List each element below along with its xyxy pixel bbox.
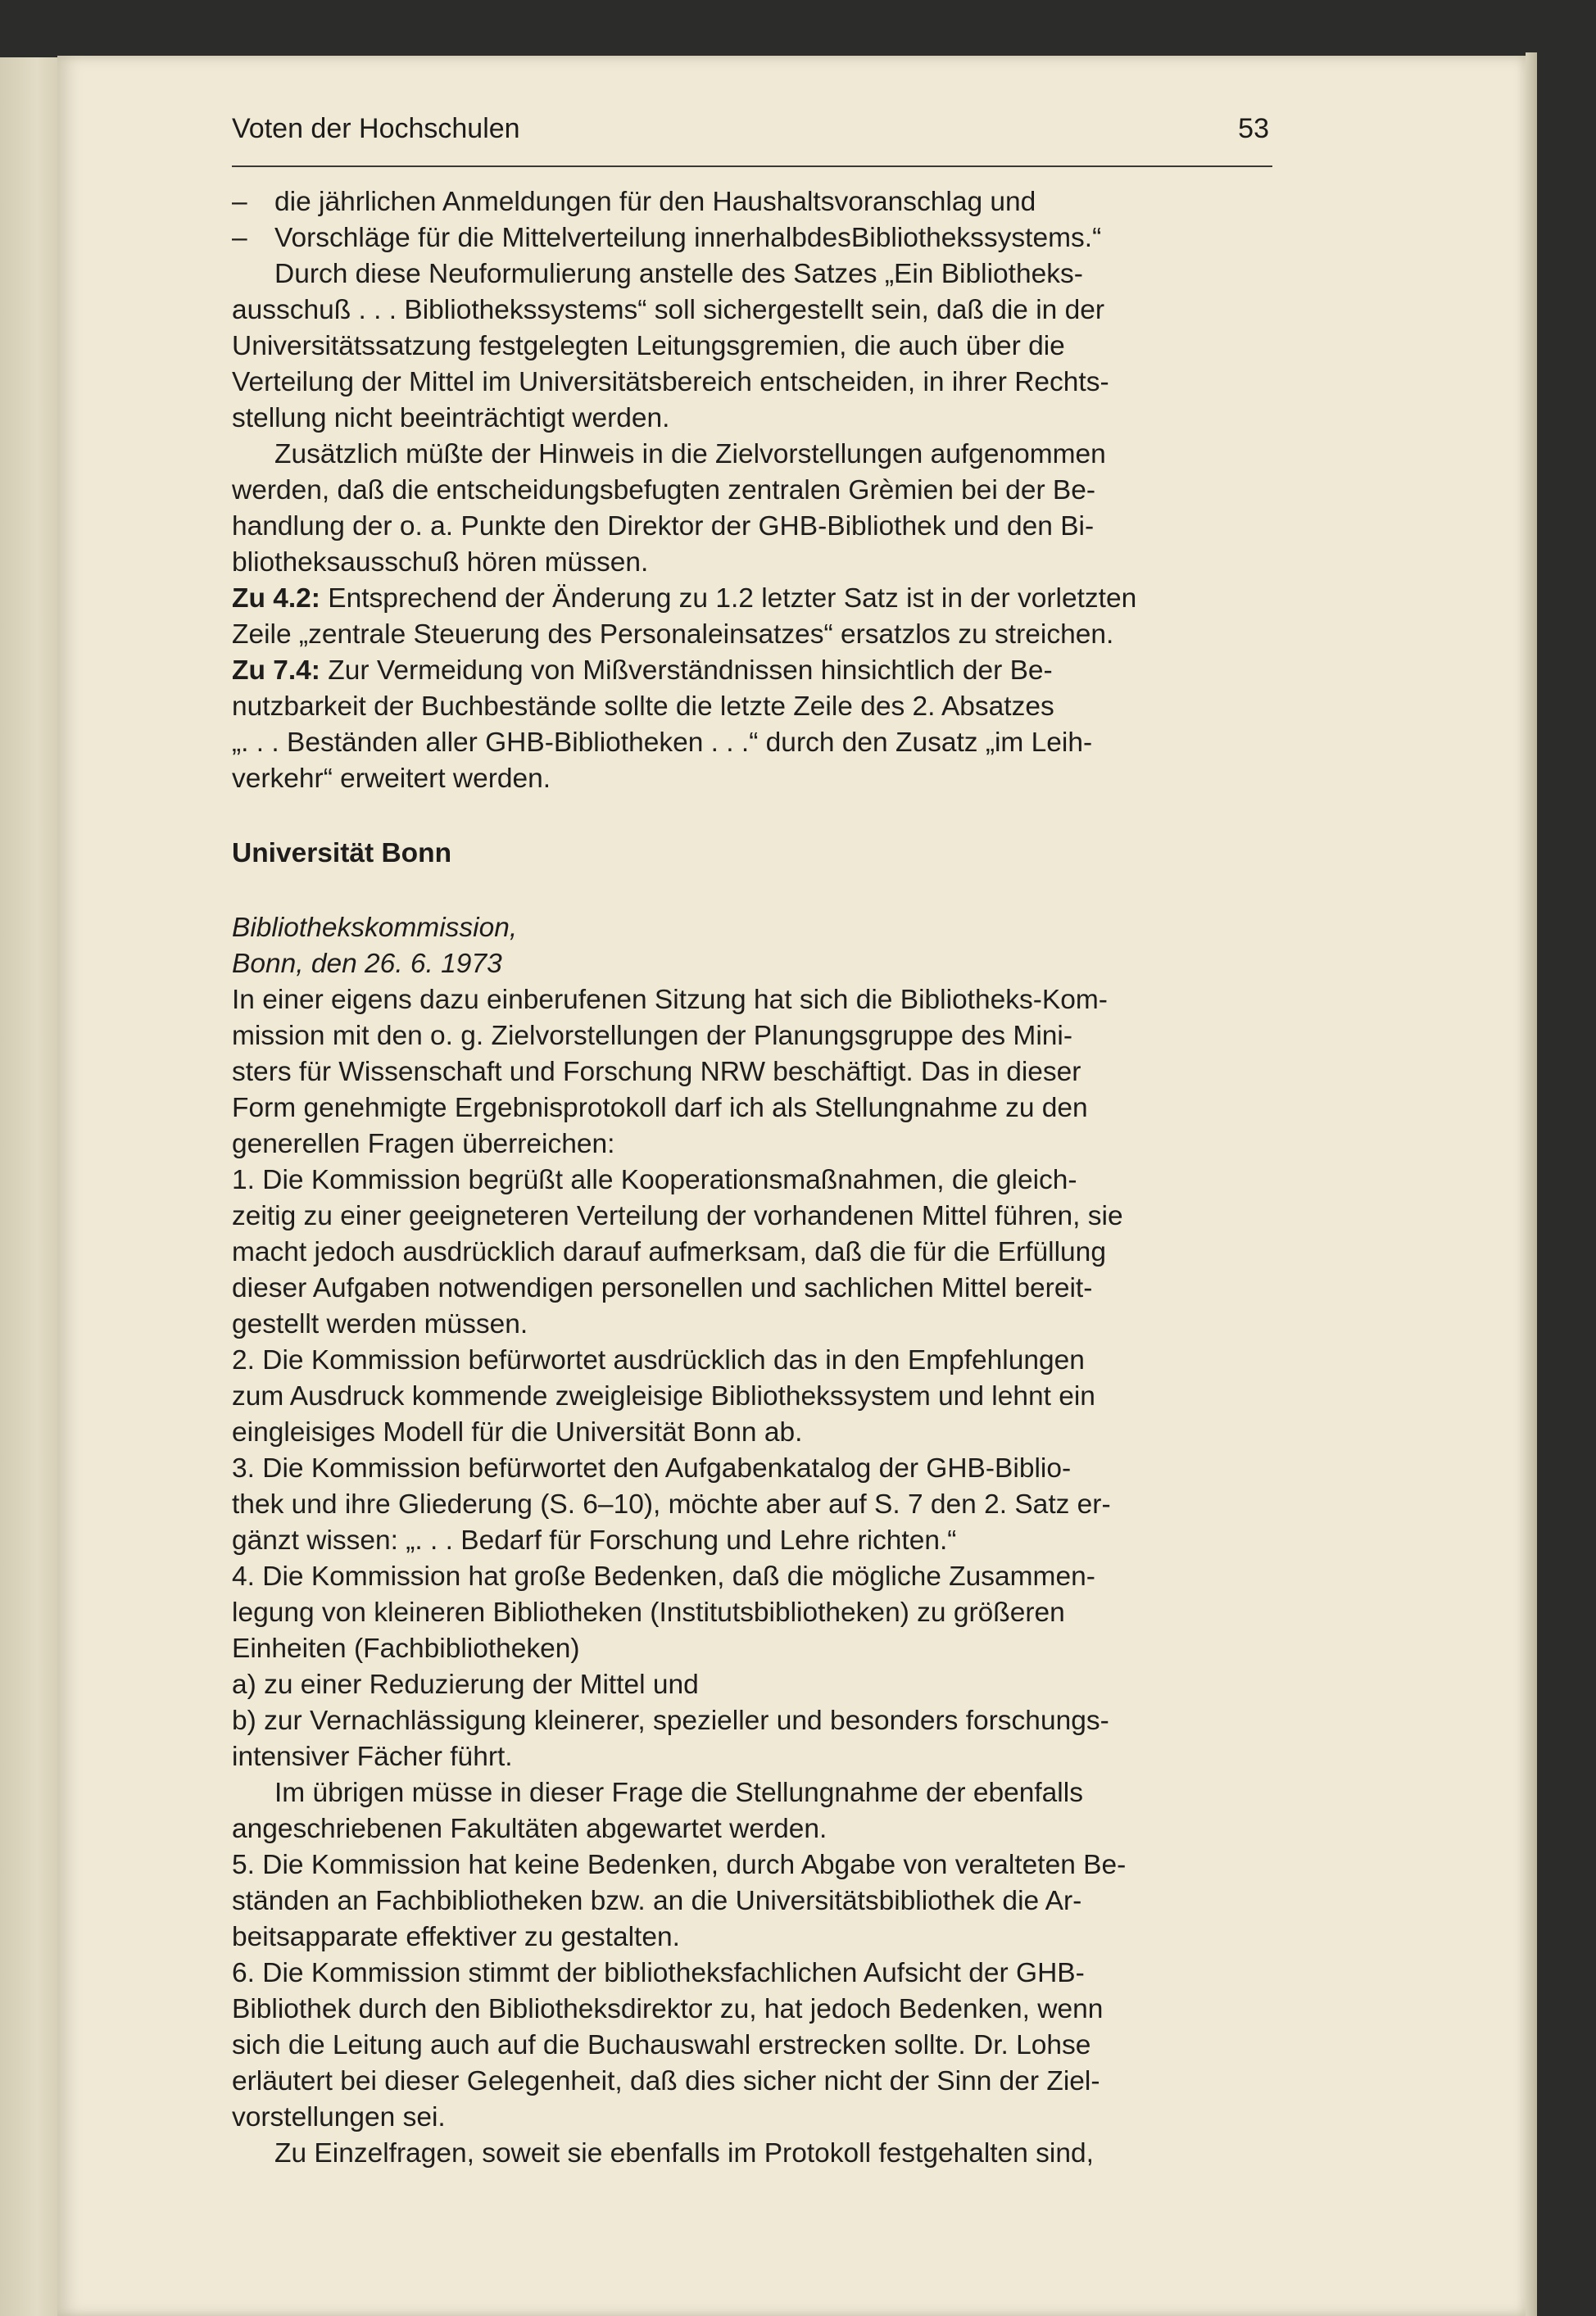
text-line: handlung der o. a. Punkte den Direktor der GHB-Bibliothek und den Bi-	[232, 511, 1095, 542]
text-line: zeitig zu einer geeigneteren Verteilung der vorhandenen Mittel führen, sie	[232, 1201, 1123, 1231]
section-heading: Universität Bonn	[232, 838, 452, 868]
text-line: intensiver Fächer führt.	[232, 1742, 513, 1772]
text-line: verkehr“ erweitert werden.	[232, 764, 551, 794]
text-line: gänzt wissen: „. . . Bedarf für Forschung und Lehre richten.“	[232, 1525, 957, 1556]
text-line: ausschuß . . . Bibliothekssystems“ soll sichergestellt sein, daß die in der	[232, 295, 1104, 325]
text-line: Zusätzlich müßte der Hinweis in die Zielvorstellungen aufgenommen	[274, 439, 1106, 469]
text-line: 2. Die Kommission befürwortet ausdrücklich das in den Empfehlungen	[232, 1345, 1085, 1376]
dash-bullet: –	[232, 223, 247, 253]
line-text: die jährlichen Anmeldungen für den Haushaltsvoranschlag und	[274, 187, 1036, 217]
text-line: nutzbarkeit der Buchbestände sollte die letzte Zeile des 2. Absatzes	[232, 691, 1054, 722]
text-line: 1. Die Kommission begrüßt alle Kooperationsmaßnahmen, die gleich-	[232, 1165, 1077, 1195]
text-line: 6. Die Kommission stimmt der bibliotheksfachlichen Aufsicht der GHB-	[232, 1958, 1085, 1988]
text-line: Bibliothek durch den Bibliotheksdirektor zu, hat jedoch Bedenken, wenn	[232, 1994, 1104, 2024]
text-line: erläutert bei dieser Gelegenheit, daß dies sicher nicht der Sinn der Ziel-	[232, 2066, 1100, 2096]
text-line: angeschriebenen Fakultäten abgewartet werden.	[232, 1814, 827, 1844]
running-header	[232, 113, 1269, 154]
spacer	[232, 872, 1272, 910]
text-line	[232, 581, 1272, 617]
text-line: 3. Die Kommission befürwortet den Aufgabenkatalog der GHB-Biblio-	[232, 1453, 1072, 1484]
text-line	[232, 653, 1272, 689]
line-text: Zur Vermeidung von Mißverständnissen hinsichtlich der Be-	[320, 655, 1053, 686]
page-number: 53	[1238, 113, 1269, 144]
text-line: Verteilung der Mittel im Universitätsbereich entscheiden, in ihrer Rechts-	[232, 367, 1109, 397]
text-line: dieser Aufgaben notwendigen personellen und sachlichen Mittel bereit-	[232, 1273, 1093, 1303]
text-line: a) zu einer Reduzierung der Mittel und	[232, 1670, 699, 1700]
text-line: macht jedoch ausdrücklich darauf aufmerksam, daß die für die Erfüllung	[232, 1237, 1106, 1267]
text-line: b) zur Vernachlässigung kleinerer, spezieller und besonders forschungs-	[232, 1706, 1109, 1736]
text-line	[232, 184, 1272, 220]
text-line: legung von kleineren Bibliotheken (Institutsbibliotheken) zu größeren	[232, 1598, 1065, 1628]
text-line: Form genehmigte Ergebnisprotokoll darf ich als Stellungnahme zu den	[232, 1093, 1088, 1123]
header-rule	[232, 165, 1272, 167]
text-line: ständen an Fachbibliotheken bzw. an die Universitätsbibliothek die Ar-	[232, 1886, 1082, 1916]
text-line: Im übrigen müsse in dieser Frage die Stellungnahme der ebenfalls	[274, 1778, 1083, 1808]
text-line: In einer eigens dazu einberufenen Sitzung hat sich die Bibliotheks-Kom-	[232, 985, 1108, 1015]
text-line: bliotheksausschuß hören müssen.	[232, 547, 649, 578]
paragraph-label: Zu 4.2:	[232, 583, 320, 614]
text-line: sich die Leitung auch auf die Buchauswahl erstrecken sollte. Dr. Lohse	[232, 2030, 1091, 2060]
page-edge-right	[1526, 52, 1537, 2316]
text-line: zum Ausdruck kommende zweigleisige Bibliothekssystem und lehnt ein	[232, 1381, 1095, 1412]
text-line: Einheiten (Fachbibliotheken)	[232, 1634, 580, 1664]
letter-sender: Bibliothekskommission,	[232, 913, 518, 943]
paragraph-label: Zu 7.4:	[232, 655, 320, 686]
text-line: sters für Wissenschaft und Forschung NRW beschäftigt. Das in dieser	[232, 1057, 1081, 1087]
text-line: eingleisiges Modell für die Universität Bonn ab.	[232, 1417, 803, 1448]
page-body	[232, 184, 1272, 2172]
running-header-title: Voten der Hochschulen	[232, 113, 520, 144]
text-line: generellen Fragen überreichen:	[232, 1129, 615, 1159]
text-line: Zeile „zentrale Steuerung des Personaleinsatzes“ ersatzlos zu streichen.	[232, 619, 1114, 650]
text-line: „. . . Beständen aller GHB-Bibliotheken . . .“ durch den Zusatz „im Leih-	[232, 727, 1093, 758]
text-line: thek und ihre Gliederung (S. 6–10), möchte aber auf S. 7 den 2. Satz er-	[232, 1489, 1111, 1520]
text-line: 4. Die Kommission hat große Bedenken, daß die mögliche Zusammen-	[232, 1561, 1095, 1592]
text-line: werden, daß die entscheidungsbefugten zentralen Grèmien bei der Be-	[232, 475, 1096, 505]
text-line: gestellt werden müssen.	[232, 1309, 528, 1339]
line-text: Entsprechend der Änderung zu 1.2 letzter Satz ist in der vorletzten	[320, 583, 1137, 614]
text-line: mission mit den o. g. Zielvorstellungen der Planungsgruppe des Mini-	[232, 1021, 1073, 1051]
text-line: Durch diese Neuformulierung anstelle des Satzes „Ein Bibliotheks-	[274, 259, 1083, 289]
spacer	[232, 797, 1272, 836]
line-text: Vorschläge für die Mittelverteilung innerhalbdesBibliothekssystems.“	[274, 223, 1102, 253]
text-line: 5. Die Kommission hat keine Bedenken, durch Abgabe von veralteten Be-	[232, 1850, 1127, 1880]
text-line	[232, 220, 1272, 256]
text-line: Zu Einzelfragen, soweit sie ebenfalls im Protokoll festgehalten sind,	[274, 2138, 1094, 2169]
text-line: vorstellungen sei.	[232, 2102, 446, 2132]
dash-bullet: –	[232, 187, 247, 217]
letter-date: Bonn, den 26. 6. 1973	[232, 949, 502, 979]
text-line: beitsapparate effektiver zu gestalten.	[232, 1922, 680, 1952]
text-line: Universitätssatzung festgelegten Leitungsgremien, die auch über die	[232, 331, 1065, 361]
text-line: stellung nicht beeinträchtigt werden.	[232, 403, 670, 433]
